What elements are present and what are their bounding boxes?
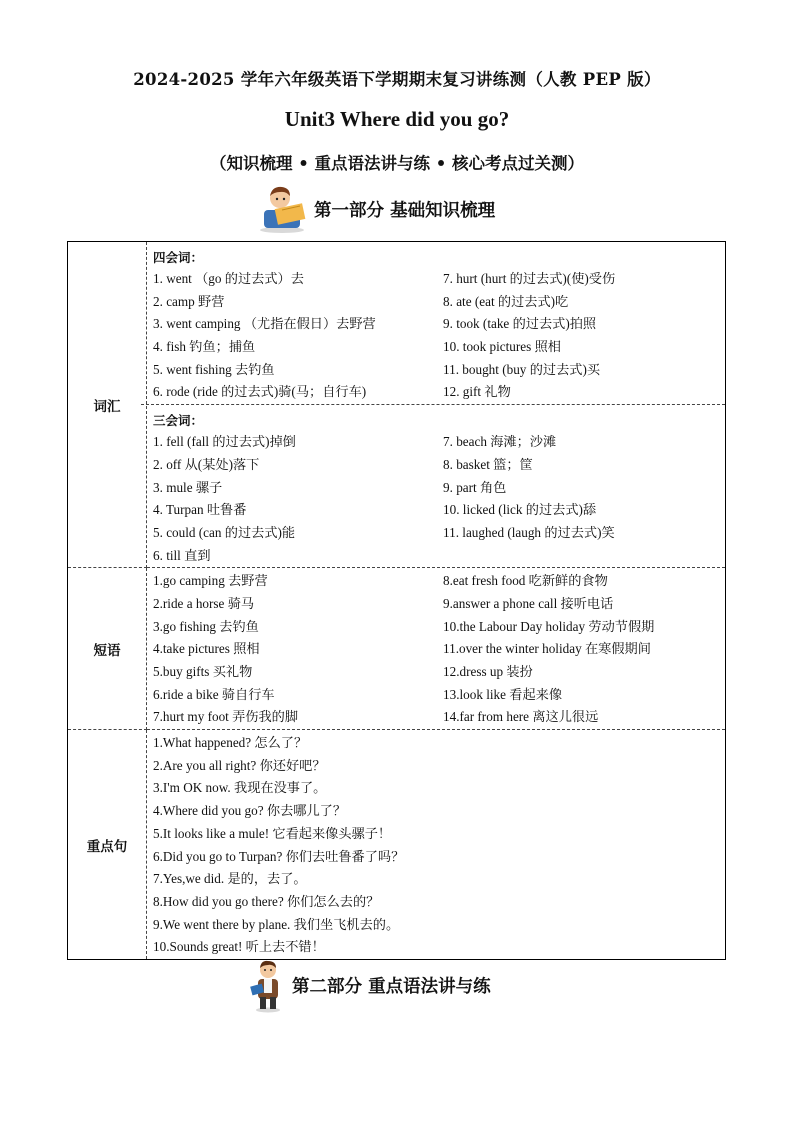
vocab-item: 5. could (can 的过去式)能 (153, 524, 296, 540)
vocab-item (443, 545, 725, 568)
phrase-item: 12.dress up 装扮 (443, 664, 533, 679)
vocab-item: 9. part 角色 (443, 479, 507, 495)
three-skill-block (147, 405, 725, 567)
vocab-content (147, 242, 726, 568)
sentences-content (147, 730, 726, 960)
vocab-item: 1. went （go 的过去式）去 (153, 271, 304, 286)
vocab-item: 11. laughed (laugh 的过去式)笑 (443, 524, 615, 540)
phrase-item: 13.look like 看起来像 (443, 686, 563, 702)
sentences-row (68, 730, 726, 960)
vocab-category: 词汇 (68, 242, 147, 568)
section-1-heading (256, 184, 495, 234)
vocab-item: 1. fell (fall 的过去式)掉倒 (153, 434, 296, 450)
document-subtitle: （知识梳理 • 重点语法讲与练 • 核心考点过关测） (209, 154, 585, 173)
three-skill-heading: 三会词： (153, 413, 204, 429)
sentence-item: 1.What happened? 怎么了？ (153, 735, 308, 751)
sentence-item: 6.Did you go to Turpan? 你们去吐鲁番了吗？ (153, 848, 405, 864)
phrase-item: 5.buy gifts 买礼物 (153, 664, 253, 679)
vocab-item: 7. hurt (hurt 的过去式)(使)受伤 (443, 271, 616, 286)
vocab-item: 2. off 从(某处)落下 (153, 456, 260, 472)
vocab-row (68, 242, 726, 568)
section-1-title: 第一部分 基础知识梳理 (314, 200, 496, 221)
vocab-item: 10. licked (lick 的过去式)舔 (443, 502, 597, 518)
vocab-item: 8. ate (eat 的过去式)吃 (443, 293, 569, 309)
sentence-item: 4.Where did you go? 你去哪儿了？ (153, 803, 347, 819)
sentence-item: 2.Are you all right? 你还好吧？ (153, 757, 326, 773)
knowledge-table (67, 241, 726, 960)
phrase-item: 1.go camping 去野营 (153, 573, 268, 589)
sentence-item: 7.Yes,we did. 是的，去了。 (153, 871, 307, 887)
section-2-title: 第二部分 重点语法讲与练 (292, 976, 491, 997)
unit-title: Unit3 Where did you go? (284, 107, 510, 131)
vocab-item: 3. mule 骡子 (153, 479, 223, 495)
vocab-item: 6. till 直到 (153, 547, 211, 563)
phrase-item: 8.eat fresh food 吃新鲜的食物 (443, 573, 608, 589)
vocab-item: 2. camp 野营 (153, 293, 225, 309)
phrase-item: 11.over the winter holiday 在寒假期间 (443, 641, 651, 657)
phrase-item: 9.answer a phone call 接听电话 (443, 595, 614, 611)
document-title: 2024-2025 学年六年级英语下学期期末复习讲练测（人教 PEP 版） (133, 70, 661, 89)
vocab-item: 3. went camping （尤指在假日）去野营 (153, 316, 376, 332)
phrases-category: 短语 (68, 568, 147, 730)
phrases-row (68, 568, 726, 730)
vocab-item: 11. bought (buy 的过去式)买 (443, 361, 601, 377)
vocab-item: 4. fish 钓鱼；捕鱼 (153, 339, 256, 355)
sentence-item: 8.How did you go there? 你们怎么去的？ (153, 893, 380, 909)
sentence-item: 9.We went there by plane. 我们坐飞机去的。 (153, 916, 400, 932)
phrase-item: 7.hurt my foot 弄伤我的脚 (153, 709, 299, 725)
phrase-item: 6.ride a bike 骑自行车 (153, 686, 275, 702)
sentence-item: 3.I'm OK now. 我现在没事了。 (153, 780, 327, 796)
sentence-item: 5.It looks like a mule! 它看起来像头骡子！ (153, 825, 392, 841)
sentences-category: 重点句 (68, 730, 147, 960)
phrase-item: 2.ride a horse 骑马 (153, 595, 255, 611)
phrase-item: 10.the Labour Day holiday 劳动节假期 (443, 618, 655, 634)
boy-reading-book-icon (256, 184, 308, 234)
four-skill-heading: 四会词： (153, 250, 204, 265)
vocab-item: 12. gift 礼物 (443, 384, 511, 400)
teacher-with-book-icon (250, 957, 286, 1013)
vocab-item: 5. went fishing 去钓鱼 (153, 361, 275, 377)
phrase-item: 14.far from here 离这儿很远 (443, 709, 599, 725)
vocab-item: 9. took (take 的过去式)拍照 (443, 316, 597, 332)
phrases-content (147, 568, 726, 730)
phrase-item: 4.take pictures 照相 (153, 641, 260, 657)
sentence-item: 10.Sounds great! 听上去不错！ (153, 939, 325, 955)
section-2-heading (250, 957, 491, 1013)
phrase-item: 3.go fishing 去钓鱼 (153, 618, 259, 634)
vocab-item: 8. basket 篮；筐 (443, 456, 533, 472)
vocab-item: 4. Turpan 吐鲁番 (153, 502, 247, 518)
vocab-item: 10. took pictures 照相 (443, 339, 561, 355)
vocab-item: 7. beach 海滩；沙滩 (443, 434, 557, 450)
vocab-item: 6. rode (ride 的过去式)骑(马；自行车) (153, 384, 367, 400)
four-skill-block (147, 242, 725, 404)
